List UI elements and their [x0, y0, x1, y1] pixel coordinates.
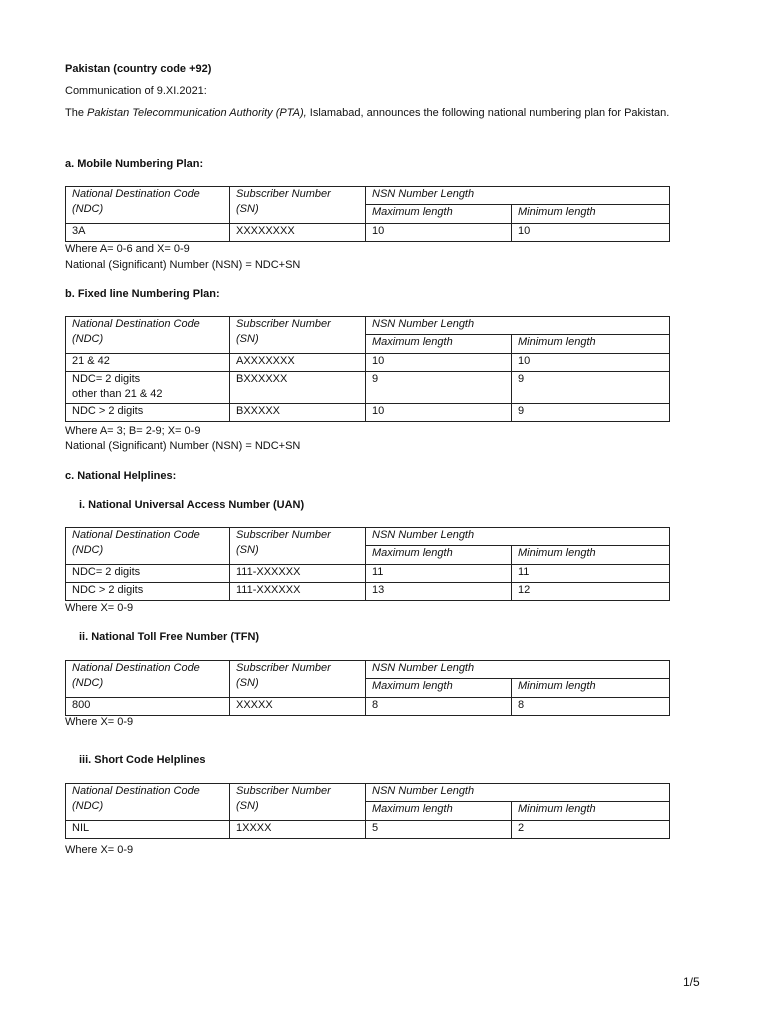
min-length-header: Minimum length — [512, 335, 670, 354]
subsection-heading-uan: i. National Universal Access Number (UAN) — [79, 499, 305, 511]
nsn-length-header: NSN Number Length — [366, 187, 670, 205]
ndc-cell: NDC > 2 digits — [66, 583, 230, 601]
table-header-row — [66, 661, 670, 679]
table-row — [66, 224, 670, 242]
max-cell: 10 — [366, 354, 512, 372]
section-heading-mobile: a. Mobile Numbering Plan: — [65, 158, 204, 170]
ndc-header: National Destination Code (NDC) — [66, 187, 230, 224]
sn-cell: BXXXXXX — [230, 372, 366, 404]
table-row — [66, 583, 670, 601]
ndc-header: National Destination Code (NDC) — [66, 784, 230, 821]
sn-header: Subscriber Number (SN) — [230, 784, 366, 821]
mobile-note-where: Where A= 0-6 and X= 0-9 — [65, 243, 190, 255]
nsn-length-header: NSN Number Length — [366, 528, 670, 546]
sn-cell: XXXXX — [230, 698, 366, 716]
sn-cell: BXXXXX — [230, 404, 366, 422]
sn-header: Subscriber Number (SN) — [230, 661, 366, 698]
sn-cell: 1XXXX — [230, 821, 366, 839]
max-cell: 8 — [366, 698, 512, 716]
uan-numbering-table — [65, 527, 670, 601]
nsn-length-header: NSN Number Length — [366, 317, 670, 335]
max-length-header: Maximum length — [366, 802, 512, 821]
intro-paragraph — [65, 106, 675, 121]
ndc-cell: NDC= 2 digits — [66, 565, 230, 583]
tfn-note-where: Where X= 0-9 — [65, 716, 134, 728]
ndc-cell: NDC > 2 digits — [66, 404, 230, 422]
max-length-header: Maximum length — [366, 335, 512, 354]
min-cell: 2 — [512, 821, 670, 839]
short-code-table — [65, 783, 670, 839]
communication-date: Communication of 9.XI.2021: — [65, 85, 207, 97]
mobile-numbering-table — [65, 186, 670, 242]
tfn-numbering-table — [65, 660, 670, 716]
max-cell: 5 — [366, 821, 512, 839]
max-cell: 11 — [366, 565, 512, 583]
sn-cell: 111-XXXXXX — [230, 583, 366, 601]
sn-header: Subscriber Number (SN) — [230, 317, 366, 354]
table-header-row — [66, 317, 670, 335]
min-cell: 9 — [512, 404, 670, 422]
min-length-header: Minimum length — [512, 546, 670, 565]
max-cell: 10 — [366, 224, 512, 242]
ndc-header: National Destination Code (NDC) — [66, 661, 230, 698]
short-code-note-where: Where X= 0-9 — [65, 844, 134, 856]
table-row — [66, 372, 670, 404]
max-cell: 13 — [366, 583, 512, 601]
min-cell: 10 — [512, 354, 670, 372]
table-row — [66, 821, 670, 839]
page-number: 1/5 — [683, 975, 700, 989]
fixed-numbering-table — [65, 316, 670, 422]
sn-cell: AXXXXXXX — [230, 354, 366, 372]
min-cell: 11 — [512, 565, 670, 583]
ndc-cell: NDC= 2 digits other than 21 & 42 — [66, 372, 230, 404]
fixed-note-where: Where A= 3; B= 2-9; X= 0-9 — [65, 425, 201, 437]
ndc-cell: NIL — [66, 821, 230, 839]
max-cell: 10 — [366, 404, 512, 422]
ndc-cell: 21 & 42 — [66, 354, 230, 372]
sn-header: Subscriber Number (SN) — [230, 528, 366, 565]
ndc-header: National Destination Code (NDC) — [66, 528, 230, 565]
sn-cell: 111-XXXXXX — [230, 565, 366, 583]
min-cell: 9 — [512, 372, 670, 404]
max-cell: 9 — [366, 372, 512, 404]
min-cell: 12 — [512, 583, 670, 601]
max-length-header: Maximum length — [366, 679, 512, 698]
nsn-length-header: NSN Number Length — [366, 661, 670, 679]
min-length-header: Minimum length — [512, 802, 670, 821]
min-length-header: Minimum length — [512, 205, 670, 224]
mobile-note-nsn: National (Significant) Number (NSN) = NDC+SN — [65, 259, 301, 271]
table-row — [66, 404, 670, 422]
sn-cell: XXXXXXXX — [230, 224, 366, 242]
authority-name: Pakistan Telecommunication Authority (PTA), — [87, 107, 307, 119]
section-heading-helplines: c. National Helplines: — [65, 470, 177, 482]
min-length-header: Minimum length — [512, 679, 670, 698]
sn-header: Subscriber Number (SN) — [230, 187, 366, 224]
min-cell: 8 — [512, 698, 670, 716]
fixed-note-nsn: National (Significant) Number (NSN) = NDC+SN — [65, 440, 301, 452]
intro-text-end: Islamabad, announces the following national numbering plan for Pakistan. — [306, 107, 670, 119]
subsection-heading-tfn: ii. National Toll Free Number (TFN) — [79, 631, 260, 643]
table-header-row — [66, 187, 670, 205]
ndc-cell: 800 — [66, 698, 230, 716]
section-heading-fixed: b. Fixed line Numbering Plan: — [65, 288, 220, 300]
document-title: Pakistan (country code +92) — [65, 63, 212, 75]
table-header-row — [66, 528, 670, 546]
subsection-heading-short-code: iii. Short Code Helplines — [79, 754, 206, 766]
table-row — [66, 698, 670, 716]
max-length-header: Maximum length — [366, 205, 512, 224]
nsn-length-header: NSN Number Length — [366, 784, 670, 802]
min-cell: 10 — [512, 224, 670, 242]
ndc-cell: 3A — [66, 224, 230, 242]
table-row — [66, 354, 670, 372]
uan-note-where: Where X= 0-9 — [65, 602, 134, 614]
max-length-header: Maximum length — [366, 546, 512, 565]
intro-text-start: The — [65, 107, 88, 119]
table-row — [66, 565, 670, 583]
ndc-header: National Destination Code (NDC) — [66, 317, 230, 354]
table-header-row — [66, 784, 670, 802]
